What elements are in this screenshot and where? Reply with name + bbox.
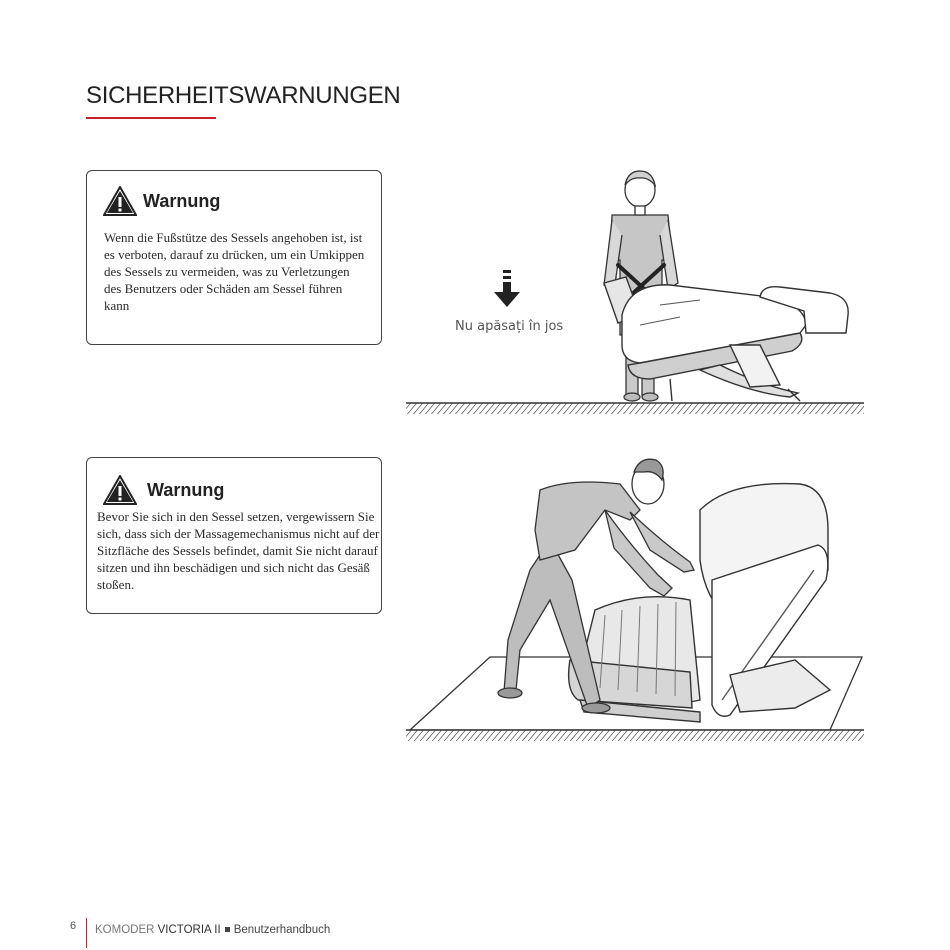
page-footer [0, 912, 950, 950]
do-not-press-label: Nu apăsați în jos [455, 319, 564, 334]
footer-doc-title: Benutzerhandbuch [233, 924, 331, 936]
warning-box-massage-mechanism [86, 457, 382, 614]
warning-triangle-icon [103, 186, 137, 216]
illustration-man-checking-seat [400, 450, 870, 750]
warning-header [103, 475, 224, 505]
warning-text: Bevor Sie sich in den Sessel setzen, vergewissern Sie sich, dass sich der Massagemechanismus nicht auf der Sitzfläche des Sessels befindet, damit Sie nicht darauf sitzen und ihn beschädigen und sich nicht das Gesäß stoßen. [97, 509, 380, 592]
warning-title: Warnung [147, 479, 225, 500]
warning-title: Warnung [143, 190, 221, 211]
down-arrow-icon [494, 270, 520, 307]
page-title: SICHERHEITSWARNUNGEN [86, 82, 401, 109]
warning-triangle-icon [103, 475, 137, 505]
footer-divider [86, 918, 87, 948]
footer-text [95, 924, 330, 936]
square-bullet-icon [225, 927, 230, 932]
warning-box-footrest [86, 170, 382, 345]
warning-text: Wenn die Fußstütze des Sessels angehoben ist, ist es verboten, darauf zu drücken, um ein Umkippen des Sessels zu vermeiden, was zu Verletzungen des Benutzers oder Schäden am Sessel führen kann [104, 230, 365, 313]
warning-header [103, 186, 220, 216]
title-underline [86, 117, 216, 119]
footer-model: VICTORIA II [157, 924, 221, 936]
footer-brand: KOMODER [95, 924, 155, 936]
illustration-child-pressing-footrest [400, 165, 870, 420]
page-number: 6 [70, 920, 77, 932]
